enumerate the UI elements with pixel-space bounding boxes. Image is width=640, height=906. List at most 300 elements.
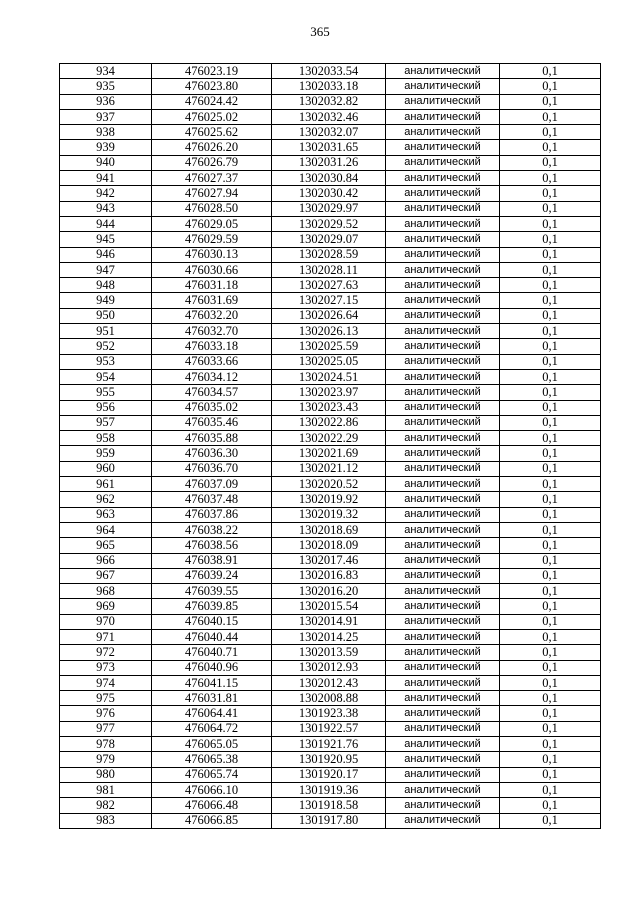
method-cell: аналитический (386, 262, 500, 277)
accuracy-cell: 0,1 (500, 675, 601, 690)
accuracy-cell: 0,1 (500, 782, 601, 797)
point-number-cell: 935 (60, 79, 152, 94)
x-coordinate-cell: 476036.30 (152, 446, 272, 461)
point-number-cell: 971 (60, 629, 152, 644)
y-coordinate-cell: 1302023.97 (272, 385, 386, 400)
x-coordinate-cell: 476040.71 (152, 645, 272, 660)
accuracy-cell: 0,1 (500, 645, 601, 660)
x-coordinate-cell: 476064.72 (152, 721, 272, 736)
table-row (60, 369, 601, 384)
method-cell: аналитический (386, 706, 500, 721)
table-row (60, 629, 601, 644)
table-row (60, 813, 601, 828)
method-cell: аналитический (386, 584, 500, 599)
method-cell: аналитический (386, 629, 500, 644)
accuracy-cell: 0,1 (500, 354, 601, 369)
method-cell: аналитический (386, 216, 500, 231)
accuracy-cell: 0,1 (500, 186, 601, 201)
table-row (60, 798, 601, 813)
y-coordinate-cell: 1302025.59 (272, 339, 386, 354)
y-coordinate-cell: 1302021.12 (272, 461, 386, 476)
method-cell: аналитический (386, 477, 500, 492)
x-coordinate-cell: 476023.80 (152, 79, 272, 94)
y-coordinate-cell: 1302016.20 (272, 584, 386, 599)
accuracy-cell: 0,1 (500, 171, 601, 186)
y-coordinate-cell: 1302025.05 (272, 354, 386, 369)
point-number-cell: 940 (60, 155, 152, 170)
point-number-cell: 948 (60, 278, 152, 293)
y-coordinate-cell: 1301918.58 (272, 798, 386, 813)
table-row (60, 782, 601, 797)
method-cell: аналитический (386, 171, 500, 186)
table-row (60, 675, 601, 690)
x-coordinate-cell: 476024.42 (152, 94, 272, 109)
x-coordinate-cell: 476034.57 (152, 385, 272, 400)
table-row (60, 64, 601, 79)
method-cell: аналитический (386, 369, 500, 384)
x-coordinate-cell: 476065.05 (152, 737, 272, 752)
accuracy-cell: 0,1 (500, 201, 601, 216)
x-coordinate-cell: 476040.44 (152, 629, 272, 644)
point-number-cell: 983 (60, 813, 152, 828)
x-coordinate-cell: 476033.18 (152, 339, 272, 354)
method-cell: аналитический (386, 721, 500, 736)
method-cell: аналитический (386, 553, 500, 568)
method-cell: аналитический (386, 247, 500, 262)
table-row (60, 706, 601, 721)
accuracy-cell: 0,1 (500, 752, 601, 767)
method-cell: аналитический (386, 293, 500, 308)
table-row (60, 599, 601, 614)
x-coordinate-cell: 476040.15 (152, 614, 272, 629)
table-row (60, 721, 601, 736)
y-coordinate-cell: 1302014.91 (272, 614, 386, 629)
x-coordinate-cell: 476038.91 (152, 553, 272, 568)
point-number-cell: 980 (60, 767, 152, 782)
table-row (60, 431, 601, 446)
y-coordinate-cell: 1302015.54 (272, 599, 386, 614)
point-number-cell: 950 (60, 308, 152, 323)
method-cell: аналитический (386, 415, 500, 430)
y-coordinate-cell: 1302013.59 (272, 645, 386, 660)
table-row (60, 171, 601, 186)
method-cell: аналитический (386, 186, 500, 201)
x-coordinate-cell: 476023.19 (152, 64, 272, 79)
accuracy-cell: 0,1 (500, 308, 601, 323)
x-coordinate-cell: 476034.12 (152, 369, 272, 384)
table-row (60, 354, 601, 369)
point-number-cell: 937 (60, 109, 152, 124)
table-row (60, 278, 601, 293)
point-number-cell: 959 (60, 446, 152, 461)
method-cell: аналитический (386, 109, 500, 124)
method-cell: аналитический (386, 522, 500, 537)
y-coordinate-cell: 1302028.11 (272, 262, 386, 277)
accuracy-cell: 0,1 (500, 691, 601, 706)
table-row (60, 94, 601, 109)
accuracy-cell: 0,1 (500, 400, 601, 415)
method-cell: аналитический (386, 431, 500, 446)
point-number-cell: 976 (60, 706, 152, 721)
x-coordinate-cell: 476035.88 (152, 431, 272, 446)
point-number-cell: 981 (60, 782, 152, 797)
table-row (60, 385, 601, 400)
y-coordinate-cell: 1302030.42 (272, 186, 386, 201)
method-cell: аналитический (386, 568, 500, 583)
x-coordinate-cell: 476026.20 (152, 140, 272, 155)
table-row (60, 216, 601, 231)
method-cell: аналитический (386, 308, 500, 323)
x-coordinate-cell: 476027.37 (152, 171, 272, 186)
table-row (60, 125, 601, 140)
x-coordinate-cell: 476038.56 (152, 538, 272, 553)
y-coordinate-cell: 1302014.25 (272, 629, 386, 644)
point-number-cell: 958 (60, 431, 152, 446)
method-cell: аналитический (386, 339, 500, 354)
table-row (60, 507, 601, 522)
point-number-cell: 954 (60, 369, 152, 384)
accuracy-cell: 0,1 (500, 767, 601, 782)
y-coordinate-cell: 1302032.82 (272, 94, 386, 109)
method-cell: аналитический (386, 140, 500, 155)
table-row (60, 691, 601, 706)
table-row (60, 308, 601, 323)
point-number-cell: 982 (60, 798, 152, 813)
point-number-cell: 947 (60, 262, 152, 277)
x-coordinate-cell: 476029.59 (152, 232, 272, 247)
point-number-cell: 953 (60, 354, 152, 369)
accuracy-cell: 0,1 (500, 369, 601, 384)
x-coordinate-cell: 476030.66 (152, 262, 272, 277)
table-row (60, 461, 601, 476)
point-number-cell: 957 (60, 415, 152, 430)
accuracy-cell: 0,1 (500, 599, 601, 614)
table-row (60, 584, 601, 599)
y-coordinate-cell: 1302024.51 (272, 369, 386, 384)
y-coordinate-cell: 1302032.07 (272, 125, 386, 140)
point-number-cell: 968 (60, 584, 152, 599)
accuracy-cell: 0,1 (500, 232, 601, 247)
x-coordinate-cell: 476039.24 (152, 568, 272, 583)
x-coordinate-cell: 476037.86 (152, 507, 272, 522)
point-number-cell: 939 (60, 140, 152, 155)
table-row (60, 109, 601, 124)
point-number-cell: 945 (60, 232, 152, 247)
method-cell: аналитический (386, 79, 500, 94)
y-coordinate-cell: 1301923.38 (272, 706, 386, 721)
y-coordinate-cell: 1302033.54 (272, 64, 386, 79)
accuracy-cell: 0,1 (500, 629, 601, 644)
accuracy-cell: 0,1 (500, 216, 601, 231)
point-number-cell: 944 (60, 216, 152, 231)
x-coordinate-cell: 476037.48 (152, 492, 272, 507)
y-coordinate-cell: 1302017.46 (272, 553, 386, 568)
table-row (60, 477, 601, 492)
x-coordinate-cell: 476033.66 (152, 354, 272, 369)
table-row (60, 492, 601, 507)
y-coordinate-cell: 1302020.52 (272, 477, 386, 492)
method-cell: аналитический (386, 461, 500, 476)
accuracy-cell: 0,1 (500, 109, 601, 124)
point-number-cell: 972 (60, 645, 152, 660)
method-cell: аналитический (386, 155, 500, 170)
table-row (60, 538, 601, 553)
table-row (60, 415, 601, 430)
table-row (60, 186, 601, 201)
x-coordinate-cell: 476064.41 (152, 706, 272, 721)
x-coordinate-cell: 476041.15 (152, 675, 272, 690)
x-coordinate-cell: 476065.74 (152, 767, 272, 782)
x-coordinate-cell: 476040.96 (152, 660, 272, 675)
accuracy-cell: 0,1 (500, 568, 601, 583)
method-cell: аналитический (386, 125, 500, 140)
y-coordinate-cell: 1302019.92 (272, 492, 386, 507)
accuracy-cell: 0,1 (500, 431, 601, 446)
x-coordinate-cell: 476027.94 (152, 186, 272, 201)
x-coordinate-cell: 476036.70 (152, 461, 272, 476)
accuracy-cell: 0,1 (500, 798, 601, 813)
table-row (60, 752, 601, 767)
point-number-cell: 955 (60, 385, 152, 400)
point-number-cell: 979 (60, 752, 152, 767)
accuracy-cell: 0,1 (500, 461, 601, 476)
y-coordinate-cell: 1302012.93 (272, 660, 386, 675)
y-coordinate-cell: 1302027.63 (272, 278, 386, 293)
point-number-cell: 943 (60, 201, 152, 216)
y-coordinate-cell: 1302018.09 (272, 538, 386, 553)
point-number-cell: 969 (60, 599, 152, 614)
y-coordinate-cell: 1302027.15 (272, 293, 386, 308)
method-cell: аналитический (386, 324, 500, 339)
point-number-cell: 965 (60, 538, 152, 553)
point-number-cell: 978 (60, 737, 152, 752)
method-cell: аналитический (386, 385, 500, 400)
y-coordinate-cell: 1302029.52 (272, 216, 386, 231)
x-coordinate-cell: 476029.05 (152, 216, 272, 231)
accuracy-cell: 0,1 (500, 64, 601, 79)
method-cell: аналитический (386, 446, 500, 461)
accuracy-cell: 0,1 (500, 324, 601, 339)
point-number-cell: 977 (60, 721, 152, 736)
coordinates-table (59, 63, 601, 829)
table-row (60, 446, 601, 461)
accuracy-cell: 0,1 (500, 94, 601, 109)
table-row (60, 522, 601, 537)
y-coordinate-cell: 1302018.69 (272, 522, 386, 537)
y-coordinate-cell: 1302026.13 (272, 324, 386, 339)
table-row (60, 737, 601, 752)
x-coordinate-cell: 476028.50 (152, 201, 272, 216)
table-row (60, 553, 601, 568)
point-number-cell: 946 (60, 247, 152, 262)
accuracy-cell: 0,1 (500, 477, 601, 492)
table-row (60, 324, 601, 339)
point-number-cell: 967 (60, 568, 152, 583)
x-coordinate-cell: 476032.20 (152, 308, 272, 323)
accuracy-cell: 0,1 (500, 415, 601, 430)
accuracy-cell: 0,1 (500, 278, 601, 293)
table-row (60, 247, 601, 262)
point-number-cell: 934 (60, 64, 152, 79)
method-cell: аналитический (386, 767, 500, 782)
accuracy-cell: 0,1 (500, 553, 601, 568)
table-row (60, 262, 601, 277)
x-coordinate-cell: 476035.46 (152, 415, 272, 430)
accuracy-cell: 0,1 (500, 492, 601, 507)
method-cell: аналитический (386, 94, 500, 109)
point-number-cell: 936 (60, 94, 152, 109)
x-coordinate-cell: 476025.02 (152, 109, 272, 124)
y-coordinate-cell: 1302032.46 (272, 109, 386, 124)
y-coordinate-cell: 1301921.76 (272, 737, 386, 752)
accuracy-cell: 0,1 (500, 155, 601, 170)
table-row (60, 232, 601, 247)
method-cell: аналитический (386, 813, 500, 828)
method-cell: аналитический (386, 645, 500, 660)
accuracy-cell: 0,1 (500, 247, 601, 262)
accuracy-cell: 0,1 (500, 660, 601, 675)
y-coordinate-cell: 1302008.88 (272, 691, 386, 706)
x-coordinate-cell: 476039.85 (152, 599, 272, 614)
y-coordinate-cell: 1302026.64 (272, 308, 386, 323)
y-coordinate-cell: 1302029.97 (272, 201, 386, 216)
y-coordinate-cell: 1302023.43 (272, 400, 386, 415)
x-coordinate-cell: 476037.09 (152, 477, 272, 492)
method-cell: аналитический (386, 782, 500, 797)
accuracy-cell: 0,1 (500, 584, 601, 599)
accuracy-cell: 0,1 (500, 125, 601, 140)
table-row (60, 660, 601, 675)
method-cell: аналитический (386, 492, 500, 507)
y-coordinate-cell: 1301917.80 (272, 813, 386, 828)
method-cell: аналитический (386, 675, 500, 690)
table-row (60, 140, 601, 155)
x-coordinate-cell: 476038.22 (152, 522, 272, 537)
y-coordinate-cell: 1302033.18 (272, 79, 386, 94)
table-row (60, 645, 601, 660)
point-number-cell: 962 (60, 492, 152, 507)
method-cell: аналитический (386, 278, 500, 293)
y-coordinate-cell: 1301919.36 (272, 782, 386, 797)
accuracy-cell: 0,1 (500, 614, 601, 629)
accuracy-cell: 0,1 (500, 262, 601, 277)
accuracy-cell: 0,1 (500, 522, 601, 537)
x-coordinate-cell: 476066.10 (152, 782, 272, 797)
x-coordinate-cell: 476031.69 (152, 293, 272, 308)
y-coordinate-cell: 1302031.26 (272, 155, 386, 170)
y-coordinate-cell: 1302019.32 (272, 507, 386, 522)
y-coordinate-cell: 1302031.65 (272, 140, 386, 155)
method-cell: аналитический (386, 599, 500, 614)
table-row (60, 155, 601, 170)
accuracy-cell: 0,1 (500, 339, 601, 354)
x-coordinate-cell: 476030.13 (152, 247, 272, 262)
accuracy-cell: 0,1 (500, 293, 601, 308)
x-coordinate-cell: 476065.38 (152, 752, 272, 767)
method-cell: аналитический (386, 614, 500, 629)
method-cell: аналитический (386, 232, 500, 247)
method-cell: аналитический (386, 752, 500, 767)
accuracy-cell: 0,1 (500, 79, 601, 94)
table-row (60, 339, 601, 354)
method-cell: аналитический (386, 201, 500, 216)
point-number-cell: 975 (60, 691, 152, 706)
accuracy-cell: 0,1 (500, 721, 601, 736)
y-coordinate-cell: 1301920.95 (272, 752, 386, 767)
table-row (60, 568, 601, 583)
point-number-cell: 942 (60, 186, 152, 201)
y-coordinate-cell: 1302012.43 (272, 675, 386, 690)
point-number-cell: 941 (60, 171, 152, 186)
point-number-cell: 973 (60, 660, 152, 675)
y-coordinate-cell: 1302030.84 (272, 171, 386, 186)
method-cell: аналитический (386, 64, 500, 79)
table-row (60, 614, 601, 629)
method-cell: аналитический (386, 354, 500, 369)
y-coordinate-cell: 1302016.83 (272, 568, 386, 583)
point-number-cell: 970 (60, 614, 152, 629)
method-cell: аналитический (386, 400, 500, 415)
point-number-cell: 952 (60, 339, 152, 354)
table-row (60, 400, 601, 415)
x-coordinate-cell: 476066.48 (152, 798, 272, 813)
x-coordinate-cell: 476031.18 (152, 278, 272, 293)
x-coordinate-cell: 476026.79 (152, 155, 272, 170)
y-coordinate-cell: 1302021.69 (272, 446, 386, 461)
y-coordinate-cell: 1301920.17 (272, 767, 386, 782)
coordinates-table-body (60, 64, 601, 829)
x-coordinate-cell: 476066.85 (152, 813, 272, 828)
method-cell: аналитический (386, 660, 500, 675)
y-coordinate-cell: 1302022.29 (272, 431, 386, 446)
point-number-cell: 961 (60, 477, 152, 492)
x-coordinate-cell: 476025.62 (152, 125, 272, 140)
point-number-cell: 938 (60, 125, 152, 140)
point-number-cell: 949 (60, 293, 152, 308)
table-row (60, 79, 601, 94)
accuracy-cell: 0,1 (500, 737, 601, 752)
method-cell: аналитический (386, 798, 500, 813)
y-coordinate-cell: 1302029.07 (272, 232, 386, 247)
x-coordinate-cell: 476032.70 (152, 324, 272, 339)
point-number-cell: 960 (60, 461, 152, 476)
accuracy-cell: 0,1 (500, 446, 601, 461)
page-number: 365 (310, 24, 330, 39)
point-number-cell: 974 (60, 675, 152, 690)
accuracy-cell: 0,1 (500, 140, 601, 155)
point-number-cell: 963 (60, 507, 152, 522)
accuracy-cell: 0,1 (500, 706, 601, 721)
method-cell: аналитический (386, 737, 500, 752)
point-number-cell: 951 (60, 324, 152, 339)
point-number-cell: 956 (60, 400, 152, 415)
accuracy-cell: 0,1 (500, 385, 601, 400)
x-coordinate-cell: 476035.02 (152, 400, 272, 415)
table-row (60, 201, 601, 216)
method-cell: аналитический (386, 538, 500, 553)
x-coordinate-cell: 476039.55 (152, 584, 272, 599)
x-coordinate-cell: 476031.81 (152, 691, 272, 706)
point-number-cell: 964 (60, 522, 152, 537)
y-coordinate-cell: 1302028.59 (272, 247, 386, 262)
y-coordinate-cell: 1302022.86 (272, 415, 386, 430)
method-cell: аналитический (386, 507, 500, 522)
method-cell: аналитический (386, 691, 500, 706)
accuracy-cell: 0,1 (500, 538, 601, 553)
table-row (60, 293, 601, 308)
accuracy-cell: 0,1 (500, 507, 601, 522)
point-number-cell: 966 (60, 553, 152, 568)
